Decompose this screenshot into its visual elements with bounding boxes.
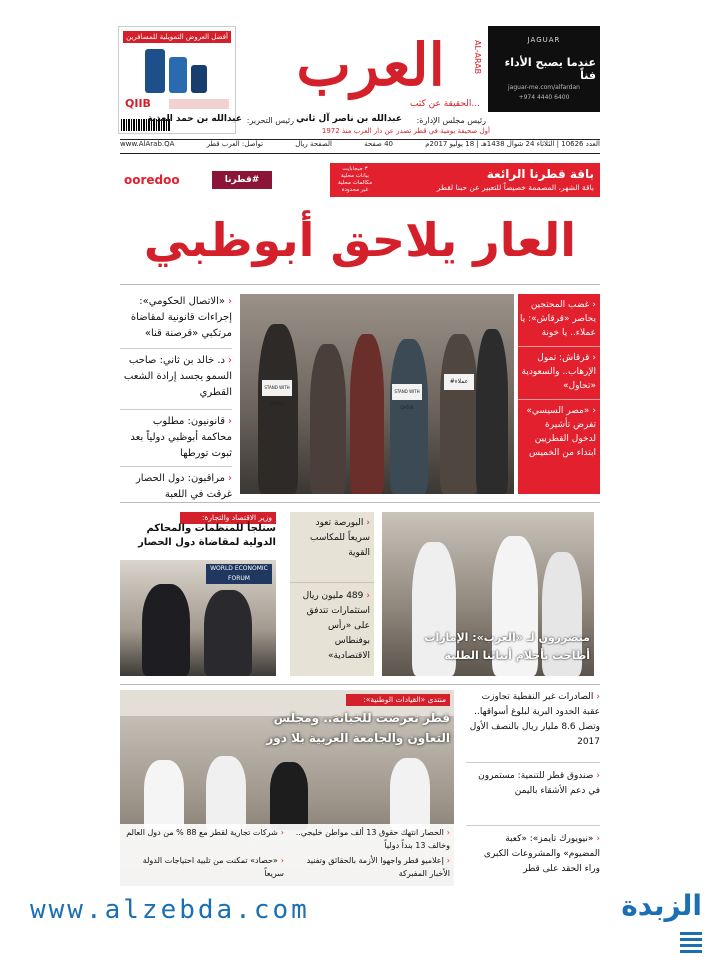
minister-photo[interactable]	[120, 560, 276, 676]
news-item-text: قرقاش: تمول الإرهاب.. والسعودية «تحاول»	[521, 353, 596, 391]
news-item-text: «مصر السيسي» تفرض تأشيرة لدخول القطريين ابتداء من الخميس	[526, 406, 596, 458]
editor-name: عبدالله بن حمد العذبة	[147, 114, 242, 124]
tagline: ...الحقيقة عن كثب	[409, 99, 480, 109]
forum-bullets-panel	[120, 824, 454, 886]
forum-bullet-text: شركات تجارية لقطر مع 88 % من دول العالم	[126, 828, 278, 837]
divider	[120, 684, 600, 685]
students-photo[interactable]	[382, 512, 594, 676]
news-item-text: قانونيون: مطلوب محاكمة أبوظبي دولياً بعد ثبوت تورطها	[130, 416, 232, 459]
news-item[interactable]: ‹قانونيون: مطلوب محاكمة أبوظبي دولياً بعد ثبوت تورطها	[120, 414, 232, 467]
news-item-text: صندوق قطر للتنمية: مستمرون في دعم الأشقاء باليمن	[478, 771, 600, 796]
protest-sign: STAND WITH QATAR	[262, 380, 292, 396]
news-item-text: مراقبون: دول الحصار غرقت في اللعبة	[135, 473, 232, 500]
markets-box	[290, 512, 374, 676]
protest-photo[interactable]	[240, 294, 514, 494]
offer-line: غير محدودة	[341, 187, 369, 193]
forum-bullet[interactable]: ‹«حصاد» تمكنت من تلبية احتياجات الدولة سريعاً	[142, 856, 284, 878]
footer-url[interactable]: www.alzebda.com	[30, 895, 310, 925]
news-item[interactable]: ‹صندوق قطر للتنمية: مستمرون في دعم الأشقاء باليمن	[466, 769, 600, 826]
forum-bullet-text: «حصاد» تمكنت من تلبية احتياجات الدولة سريعاً	[142, 856, 284, 878]
divider	[120, 284, 600, 285]
offer-line: ٣ جيجابايت	[342, 166, 368, 172]
news-item[interactable]: ‹البورصة تعود سريعاً للمكاسب القوية	[290, 512, 374, 583]
forum-bullet[interactable]: ‹الحصار انتهك حقوق 13 ألف مواطن خليجي.. وخالف 13 بنداً دولياً	[295, 828, 450, 850]
news-item-text: 489 مليون ريال استثمارات تتدفق على «رأس بوفنطاس الاقتصادية»	[302, 591, 370, 661]
jaguar-url: jaguar-me.com/alfardan	[508, 84, 580, 91]
jaguar-ad[interactable]	[488, 26, 600, 112]
chairman-name: عبدالله بن ناصر آل ثاني	[296, 114, 402, 124]
news-item[interactable]: ‹«نيويورك تايمز»: «كعبة المضيوم» والمشروعات الكبرى وراء الحقد على قطر	[483, 834, 600, 874]
banner-title: باقة قطرنا الرائعة	[486, 167, 594, 181]
logo-latin: AL-ARAB	[473, 40, 482, 75]
news-item-text: «الاتصال الحكومي»: إجراءات قانونية لمقاضاة مرتكبي «قرصنة قنا»	[130, 296, 232, 339]
news-item-text: «نيويورك تايمز»: «كعبة المضيوم» والمشروعات الكبرى وراء الحقد على قطر	[483, 834, 600, 874]
forum-photo[interactable]	[120, 690, 454, 886]
protest-sign: STAND WITH QATAR	[392, 384, 422, 400]
protest-sign: #عملاء	[444, 374, 474, 390]
bank-logo: QIIB	[125, 97, 151, 110]
news-item-text: غضب المحتجين يحاصر «قرقاش»: يا عملاء.. يا خونة	[520, 300, 596, 338]
page-count: 40 صفحة	[364, 140, 394, 148]
footer-logo	[590, 888, 702, 924]
offer-line: مكالمات محلية	[337, 180, 373, 186]
offer-line: بيانات محلية	[341, 173, 369, 179]
suitcase-icon	[169, 57, 187, 93]
price: الصفحة ريال	[295, 140, 332, 148]
hashtag-badge: #قطرنا	[212, 171, 272, 189]
divider	[120, 502, 600, 503]
divider	[120, 153, 600, 154]
students-caption-1: متضررون لـ «العرب»: الإمارات	[424, 631, 590, 644]
news-item[interactable]: ‹د. خالد بن ثاني: صاحب السمو يجسد إرادة الشعب القطري	[120, 353, 232, 410]
banner-subtitle: باقة الشهر، المصممة خصيصاً للتعبير عن حبنا لقطر	[436, 183, 594, 192]
news-item-text: البورصة تعود سريعاً للمكاسب القوية	[310, 518, 370, 558]
newspaper-icon	[680, 932, 702, 954]
left-news-column	[120, 294, 232, 504]
news-item[interactable]: ‹«الاتصال الحكومي»: إجراءات قانونية لمقاضاة مرتكبي «قرصنة قنا»	[120, 294, 232, 349]
right-bottom-column	[466, 690, 600, 886]
jaguar-brand: JAGUAR	[527, 36, 561, 44]
forum-label-wrap	[346, 694, 450, 706]
forum-title: قطر تعرضت للخيانة.. ومجلس التعاون والجامعة العربية بلا دور	[266, 711, 450, 745]
jaguar-phone: +974 4440 6400	[518, 94, 570, 101]
ooredoo-logo: ooredoo	[124, 173, 180, 187]
issue-bar	[120, 140, 600, 152]
right-red-box	[518, 294, 600, 494]
website[interactable]: www.AlArab.QA	[120, 140, 175, 148]
offer-box	[330, 163, 380, 197]
forum-bullet-text: إعلاميو قطر واجهوا الأزمة بالحقائق وتفنيد الأخبار المفبركة	[306, 856, 450, 878]
forum-bullet-text: الحصار انتهك حقوق 13 ألف مواطن خليجي.. وخالف 13 بنداً دولياً	[295, 828, 450, 850]
forum-bullet[interactable]: ‹شركات تجارية لقطر مع 88 % من دول العالم	[126, 828, 284, 837]
editor-label: رئيس التحرير:	[246, 116, 294, 125]
social-handle: تواصل: العرب قطر	[206, 140, 264, 148]
news-item-text: د. خالد بن ثاني: صاحب السمو يجسد إرادة الشعب القطري	[123, 355, 232, 398]
news-item[interactable]: ‹قرقاش: تمول الإرهاب.. والسعودية «تحاول»	[518, 347, 600, 400]
economy-title[interactable]: سنلجأ للمنظمات والمحاكم الدولية لمقاضاة دول الحصار	[137, 523, 276, 548]
suitcase-icon	[145, 49, 165, 93]
footer-logo-text: الزبدة	[621, 889, 702, 922]
news-item[interactable]: ‹«مصر السيسي» تفرض تأشيرة لدخول القطريين ابتداء من الخميس	[526, 406, 596, 458]
students-caption-2: أطاحت بأحلام أبنائنا الطلبة	[444, 649, 590, 662]
bank-ad-badges	[169, 99, 229, 109]
news-item[interactable]: ‹مراقبون: دول الحصار غرقت في اللعبة	[135, 473, 232, 500]
suitcase-icon	[191, 65, 207, 93]
banner-promo[interactable]	[380, 163, 600, 197]
economy-label: وزير الاقتصاد والتجارة:	[180, 512, 276, 524]
newspaper-logo: العرب	[296, 31, 445, 99]
jaguar-slogan: عندما يصبح الأداء فناً	[504, 56, 596, 82]
news-item[interactable]: ‹غضب المحتجين يحاصر «قرقاش»: يا عملاء.. يا خونة	[518, 294, 600, 347]
founded-note: أول صحيفة يومية في قطر تصدر عن دار العرب منذ 1972	[321, 127, 490, 135]
forum-bullet[interactable]: ‹إعلاميو قطر واجهوا الأزمة بالحقائق وتفنيد الأخبار المفبركة	[306, 856, 450, 878]
news-item[interactable]: ‹الصادرات غير النفطية تجاوزت عقبة الحدود البرية لبلوغ أسواقها.. وتصل 8.6 مليار ريال بالنصف الأول 2017	[466, 690, 600, 763]
bank-ad-title: أفضل العروض التمويلية للمسافرين	[123, 31, 231, 43]
forum-backdrop: WORLD ECONOMIC FORUM	[206, 564, 272, 584]
news-item-text: الصادرات غير النفطية تجاوزت عقبة الحدود البرية لبلوغ أسواقها.. وتصل 8.6 مليار ريال بالنصف الأول 2017	[469, 692, 600, 747]
news-item[interactable]: ‹489 مليون ريال استثمارات تتدفق على «رأس بوفنطاس الاقتصادية»	[302, 591, 370, 661]
main-headline[interactable]: العار يلاحق أبوظبي	[143, 213, 577, 267]
issue-info: العدد 10626 | الثلاثاء 24 شوال 1438هـ | 18 يوليو 2017م	[425, 140, 600, 148]
chairman-label: رئيس مجلس الإدارة:	[416, 116, 486, 125]
forum-label: منتدى «القيادات الوطنية»:	[346, 694, 450, 706]
